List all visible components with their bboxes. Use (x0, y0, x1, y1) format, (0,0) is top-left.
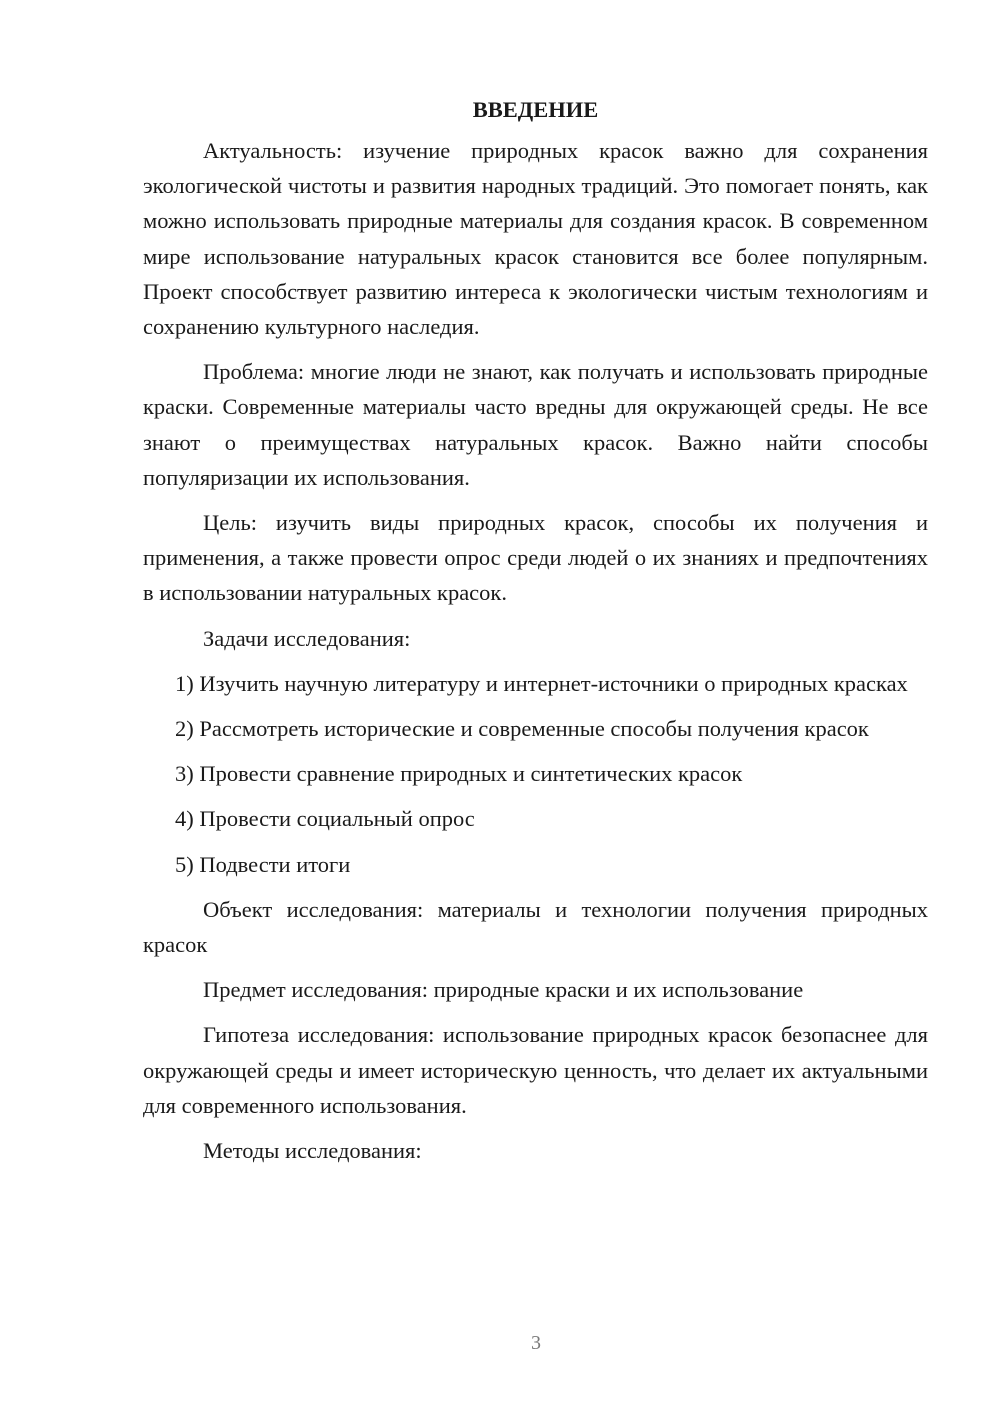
task-item-4: 4) Провести социальный опрос (175, 806, 475, 832)
paragraph-goal: Цель: изучить виды природных красок, способы их получения и применения, а также провести опрос среди людей о их знаниях и предпочтениях в использовании натуральных красок. (143, 510, 928, 606)
paragraph-object: Объект исследования: материалы и технологии получения природных красок (143, 896, 928, 958)
paragraph-subject: Предмет исследования: природные краски и их использование (203, 977, 804, 1003)
methods-heading: Методы исследования: (203, 1138, 422, 1164)
task-item-5: 5) Подвести итоги (175, 851, 351, 877)
document-page (143, 92, 928, 1168)
task-item-2: 2) Рассмотреть исторические и современные способы получения красок (175, 716, 869, 742)
paragraph-hypothesis: Гипотеза исследования: использование природных красок безопаснее для окружающей среды и имеет историческую ценность, что делает их актуальными для современного использования. (143, 1022, 928, 1118)
paragraph-problem: Проблема: многие люди не знают, как получать и использовать природные краски. Современные материалы часто вредны для окружающей среды. Не все знают о преимуществах натуральных красок. Важно найти способы популяризации их использования. (143, 359, 928, 490)
page-number: 3 (531, 1332, 541, 1354)
tasks-heading: Задачи исследования: (203, 625, 411, 651)
task-item-1: 1) Изучить научную литературу и интернет-источники о природных красках (175, 670, 908, 696)
paragraph-relevance: Актуальность: изучение природных красок важно для сохранения экологической чистоты и развития народных традиций. Это помогает понять, как можно использовать природные материалы для создания красок. В современном мире использование натуральных красок становится все более популярным. Проект способствует развитию интереса к экологически чистым технологиям и сохранению культурного наследия. (143, 138, 928, 340)
page-title: ВВЕДЕНИЕ (472, 97, 599, 122)
task-item-3: 3) Провести сравнение природных и синтетических красок (175, 761, 743, 787)
